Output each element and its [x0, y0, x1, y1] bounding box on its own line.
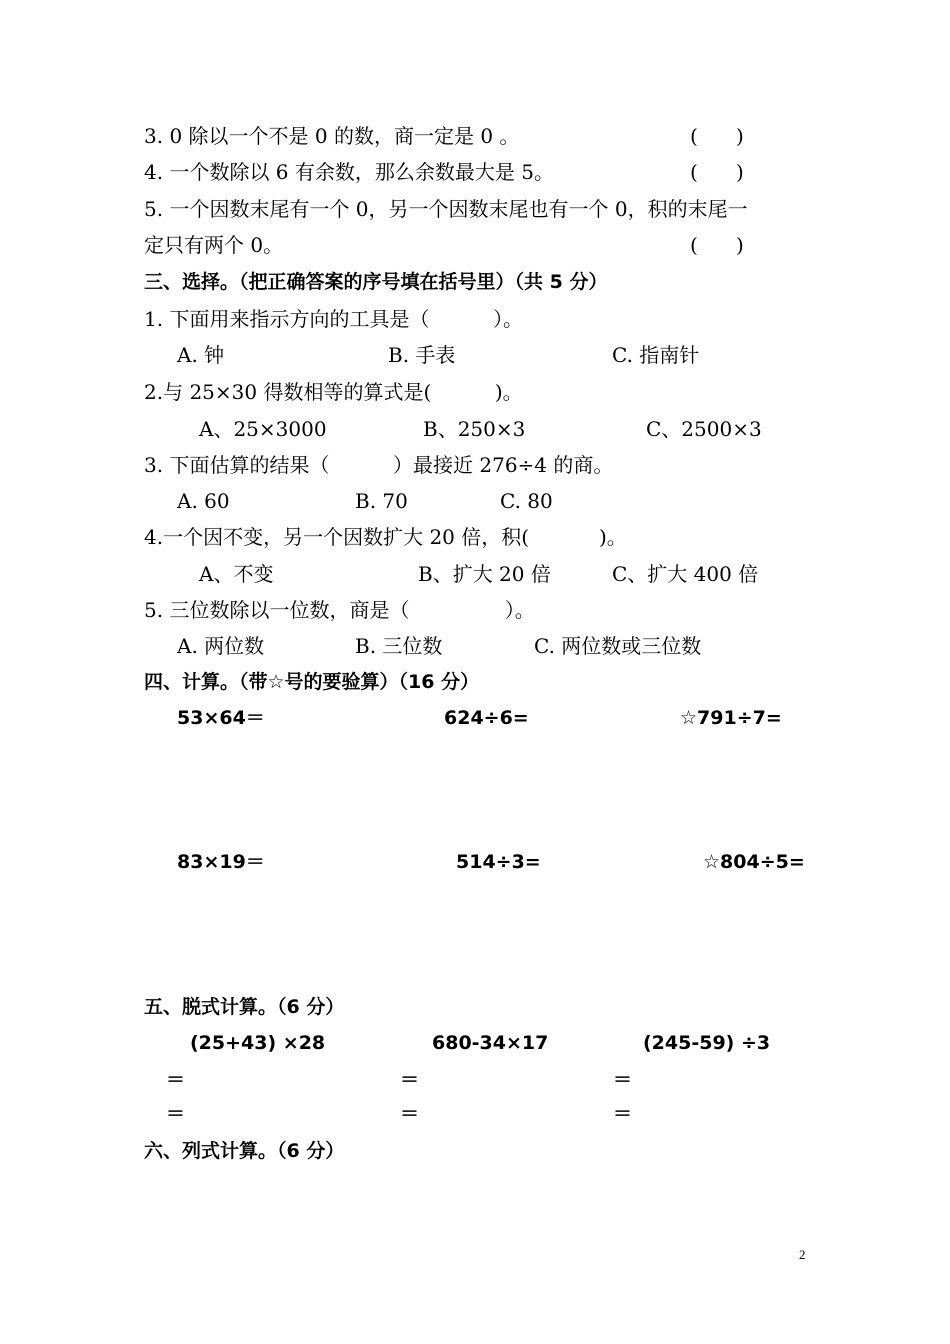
s3-q5: 5. 三位数除以一位数，商是（ ）。 — [144, 598, 535, 622]
s3-q4-opt-b: B、扩大 20 倍 — [418, 562, 551, 586]
step-eq-1b: ＝ — [166, 1103, 186, 1125]
judge-q4: 4. 一个数除以 6 有余数，那么余数最大是 5。 — [144, 160, 554, 184]
s3-q5-opt-b: B. 三位数 — [355, 634, 443, 658]
s3-q1: 1. 下面用来指示方向的工具是（ ）。 — [144, 307, 524, 331]
s3-q4: 4.一个因不变，另一个因数扩大 20 倍，积( )。 — [144, 525, 627, 549]
calc-6: ☆804÷5= — [703, 851, 805, 873]
s3-q2-opt-b: B、250×3 — [423, 417, 526, 441]
s3-q3: 3. 下面估算的结果（ ）最接近 276÷4 的商。 — [144, 453, 614, 477]
s3-q5-opt-c: C. 两位数或三位数 — [534, 634, 702, 658]
s3-q2-opt-c: C、2500×3 — [646, 417, 762, 441]
step-eq-3b: ＝ — [613, 1103, 633, 1125]
judge-q5-line1: 5. 一个因数末尾有一个 0，另一个因数末尾也有一个 0，积的末尾一 — [144, 197, 748, 221]
step-eq-2a: ＝ — [400, 1069, 420, 1091]
calc-4: 83×19＝ — [177, 851, 265, 873]
step-expr-1: (25+43) ×28 — [190, 1032, 326, 1054]
s3-q1-opt-c: C. 指南针 — [612, 343, 700, 367]
s3-q2-opt-a: A、25×3000 — [199, 417, 327, 441]
s3-q5-opt-a: A. 两位数 — [177, 634, 265, 658]
section6-title: 六、列式计算。（6 分） — [144, 1140, 345, 1162]
s3-q1-opt-a: A. 钟 — [177, 343, 225, 367]
calc-2: 624÷6= — [444, 707, 529, 729]
calc-3: ☆791÷7= — [680, 707, 782, 729]
step-eq-3a: ＝ — [613, 1069, 633, 1091]
step-eq-1a: ＝ — [166, 1069, 186, 1091]
calc-5: 514÷3= — [456, 851, 541, 873]
judge-q3: 3. 0 除以一个不是 0 的数，商一定是 0 。 — [144, 124, 520, 148]
judge-q3-blank: ( ) — [690, 124, 744, 148]
s3-q3-opt-b: B. 70 — [355, 489, 408, 513]
section3-title: 三、选择。（把正确答案的序号填在括号里）（共 5 分） — [144, 271, 608, 293]
s3-q2: 2.与 25×30 得数相等的算式是( )。 — [144, 380, 523, 404]
judge-q5-blank: ( ) — [690, 233, 744, 257]
s3-q4-opt-a: A、不变 — [199, 562, 274, 586]
step-expr-2: 680-34×17 — [432, 1032, 549, 1054]
section5-title: 五、脱式计算。（6 分） — [144, 996, 345, 1018]
calc-1: 53×64＝ — [177, 707, 265, 729]
judge-q5-line2: 定只有两个 0。 — [144, 233, 284, 257]
s3-q3-opt-a: A. 60 — [177, 489, 230, 513]
step-eq-2b: ＝ — [400, 1103, 420, 1125]
s3-q4-opt-c: C、扩大 400 倍 — [612, 562, 759, 586]
judge-q4-blank: ( ) — [690, 160, 744, 184]
s3-q3-opt-c: C. 80 — [500, 489, 553, 513]
page-number: 2 — [799, 1247, 806, 1262]
section4-title: 四、计算。（带☆号的要验算）（16 分） — [144, 671, 480, 693]
step-expr-3: (245-59) ÷3 — [643, 1032, 771, 1054]
s3-q1-opt-b: B. 手表 — [388, 343, 456, 367]
